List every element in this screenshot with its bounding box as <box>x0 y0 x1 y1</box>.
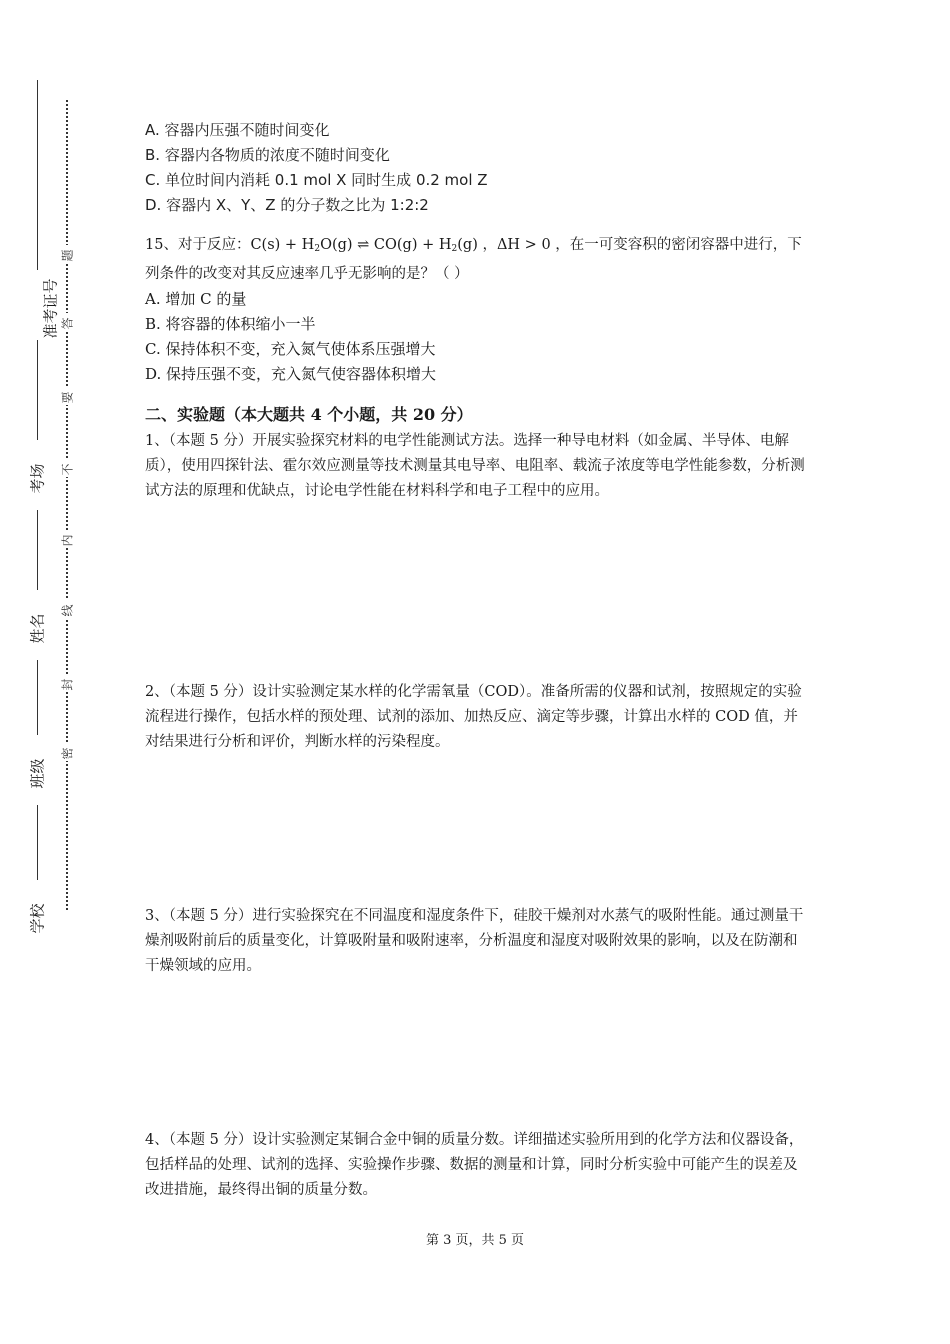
experiment-question-3: 3、（本题 5 分）进行实验探究在不同温度和湿度条件下，硅胶干燥剂对水蒸气的吸附性能。通过测量干燥剂吸附前后的质量变化，计算吸附量和吸附速率，分析温度和湿度对吸附效果的影响，以及在防潮和干燥领域的应用。 <box>145 908 804 974</box>
experiment-question-2: 2、（本题 5 分）设计实验测定某水样的化学需氧量（COD）。准备所需的仪器和试剂，按照规定的实验流程进行操作，包括水样的预处理、试剂的添加、加热反应、滴定等步骤，计算出水样的 COD 值，并对结果进行分析和评价，判断水样的污染程度。 <box>145 684 802 750</box>
question-15-stem: 15、对于反应：$C(s) + H_2O(g)$ ⇌ $CO(g) + H_2(g)$ ，ΔH > 0 ，在一可变容积的密闭容器中进行，下列条件的改变对其反应速率几乎无影响的是？（ ） <box>145 237 802 282</box>
q15-option-b: B. 将容器的体积缩小一半 <box>145 315 316 333</box>
seal-dotted-line <box>66 100 68 910</box>
exam-number-label: 准考证号 <box>20 270 54 340</box>
seal-char: 要 <box>60 387 74 405</box>
q14-option-a: A. 容器内压强不随时间变化 <box>145 121 330 139</box>
seal-char: 封 <box>60 674 74 692</box>
class-label: 班级 <box>20 735 54 805</box>
q14-option-d: D. 容器内 X、Y、Z 的分子数之比为 1:2:2 <box>145 196 429 214</box>
page-footer: 第 3 页，共 5 页 <box>425 1233 525 1248</box>
seal-char: 答 <box>60 313 74 331</box>
seal-char: 密 <box>60 743 74 761</box>
q14-option-b: B. 容器内各物质的浓度不随时间变化 <box>145 146 390 164</box>
experiment-question-4: 4、（本题 5 分）设计实验测定某铜合金中铜的质量分数。详细描述实验所用到的化学方法和仪器设备，包括样品的处理、试剂的选择、实验操作步骤、数据的测量和计算，同时分析实验中可能产生的误差及改进措施，最终得出铜的质量分数。 <box>145 1132 804 1198</box>
binding-margin <box>20 80 60 940</box>
seal-char: 线 <box>60 600 74 618</box>
q14-option-c: C. 单位时间内消耗 0.1 mol X 同时生成 0.2 mol Z <box>145 171 488 189</box>
seal-line <box>60 100 74 910</box>
exam-room-label: 考场 <box>20 440 54 510</box>
seal-char: 题 <box>60 245 74 263</box>
q15-option-d: D. 保持压强不变，充入氮气使容器体积增大 <box>145 365 437 383</box>
experiment-question-1: 1、（本题 5 分）开展实验探究材料的电学性能测试方法。选择一种导电材料（如金属、半导体、电解质），使用四探针法、霍尔效应测量等技术测量其电导率、电阻率、载流子浓度等电学性能参数，分析测试方法的原理和优缺点，讨论电学性能在材料科学和电子工程中的应用。 <box>145 433 805 499</box>
seal-char: 内 <box>60 530 74 548</box>
section-title: 二、实验题（本大题共 4 个小题，共 20 分） <box>145 405 473 424</box>
school-label: 学校 <box>20 880 54 950</box>
name-label: 姓名 <box>20 590 54 660</box>
seal-char: 不 <box>60 459 74 477</box>
question-content <box>145 118 810 1203</box>
q15-option-c: C. 保持体积不变，充入氮气使体系压强增大 <box>145 340 436 358</box>
q15-option-a: A. 增加 C 的量 <box>145 290 247 308</box>
